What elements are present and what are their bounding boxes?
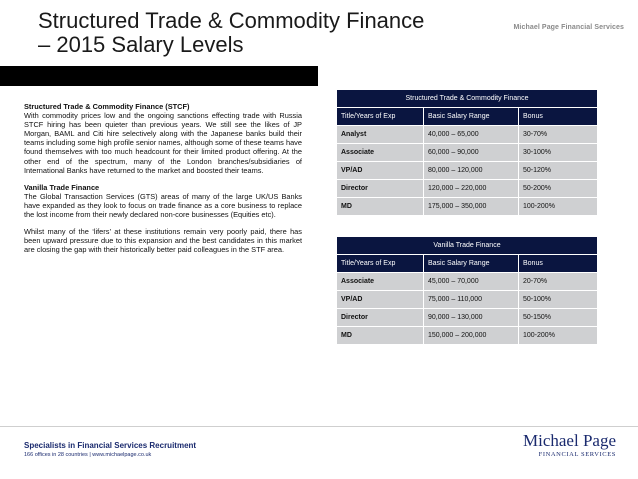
- column-header: Bonus: [519, 108, 598, 126]
- table-caption: Structured Trade & Commodity Finance: [337, 90, 598, 108]
- bonus-cell: 30-70%: [519, 126, 598, 144]
- title-line-1: Structured Trade & Commodity Finance: [38, 8, 425, 33]
- michael-page-logo: [523, 432, 616, 458]
- table-row: [337, 309, 598, 327]
- title-cell: Analyst: [337, 126, 424, 144]
- offices-text: 166 offices in 28 countries | www.michaelpage.co.uk: [24, 452, 152, 458]
- salary-cell: 150,000 – 200,000: [424, 327, 519, 345]
- stcf-salary-table: [336, 89, 598, 216]
- vanilla-body-1: The Global Transaction Services (GTS) areas of many of the large UK/US Banks have expanded as they look to focus on trade finance as a core business to replace the lost income from their newly declared non-core businesses (Equities etc).: [24, 191, 302, 220]
- title-line-2: – 2015 Salary Levels: [38, 32, 244, 57]
- bonus-cell: 100-200%: [519, 327, 598, 345]
- bonus-cell: 50-100%: [519, 291, 598, 309]
- title-cell: MD: [337, 198, 424, 216]
- salary-cell: 75,000 – 110,000: [424, 291, 519, 309]
- title-cell: Associate: [337, 273, 424, 291]
- table-row: [337, 180, 598, 198]
- salary-cell: 45,000 – 70,000: [424, 273, 519, 291]
- bonus-cell: 50-120%: [519, 162, 598, 180]
- salary-cell: 40,000 – 65,000: [424, 126, 519, 144]
- page-title: [38, 9, 424, 57]
- tagline-text: Specialists in Financial Services Recruitment: [24, 441, 197, 450]
- table-row: [337, 162, 598, 180]
- bonus-cell: 20-70%: [519, 273, 598, 291]
- table-row: [337, 327, 598, 345]
- bonus-cell: 50-200%: [519, 180, 598, 198]
- title-cell: VP/AD: [337, 291, 424, 309]
- bonus-cell: 30-100%: [519, 144, 598, 162]
- vanilla-salary-table: [336, 236, 598, 345]
- column-header: Basic Salary Range: [424, 108, 519, 126]
- salary-cell: 175,000 – 350,000: [424, 198, 519, 216]
- column-header: Title/Years of Exp: [337, 108, 424, 126]
- table-row: [337, 144, 598, 162]
- salary-cell: 120,000 – 220,000: [424, 180, 519, 198]
- salary-cell: 90,000 – 130,000: [424, 309, 519, 327]
- title-cell: VP/AD: [337, 162, 424, 180]
- salary-cell: 80,000 – 120,000: [424, 162, 519, 180]
- vanilla-heading: Vanilla Trade Finance: [24, 182, 100, 192]
- column-header: Title/Years of Exp: [337, 255, 424, 273]
- table-row: [337, 273, 598, 291]
- title-cell: Associate: [337, 144, 424, 162]
- column-header: Bonus: [519, 255, 598, 273]
- bonus-cell: 50-150%: [519, 309, 598, 327]
- stcf-heading: Structured Trade & Commodity Finance (STCF): [24, 102, 190, 111]
- logo-sub: FINANCIAL SERVICES: [538, 451, 616, 458]
- title-cell: Director: [337, 180, 424, 198]
- title-cell: MD: [337, 327, 424, 345]
- column-header: Basic Salary Range: [424, 255, 519, 273]
- header-bar: [0, 66, 318, 86]
- brand-top: Michael Page Financial Services: [513, 24, 624, 31]
- salary-cell: 60,000 – 90,000: [424, 144, 519, 162]
- logo-name: Michael Page: [523, 431, 616, 450]
- title-cell: Director: [337, 309, 424, 327]
- footer-divider: [0, 426, 638, 427]
- table-row: [337, 126, 598, 144]
- stcf-body: With commodity prices low and the ongoing sanctions effecting trade with Russia STCF hiring has been quieter than previous years. We still see the likes of JP Morgan, BAML and Citi hire selectively along with the Japanese banks build their teams including some high profile senior names, although some of these teams have found themselves with too much headcount for their limited product offering. At the other end of the spectrum, many of the London branches/subsidiaries of International Banks have returned to the market and boosted their teams.: [24, 111, 302, 175]
- commentary: [24, 102, 302, 262]
- bonus-cell: 100-200%: [519, 198, 598, 216]
- table-row: [337, 198, 598, 216]
- footer-tagline: [24, 441, 196, 458]
- table-row: [337, 291, 598, 309]
- table-caption: Vanilla Trade Finance: [337, 237, 598, 255]
- vanilla-body-2: Whilst many of the ‘lifers’ at these institutions remain very poorly paid, there has been upward pressure due to this expansion and the best candidates in this market are closing the gap with their historically better paid colleagues in the STF area.: [24, 227, 302, 255]
